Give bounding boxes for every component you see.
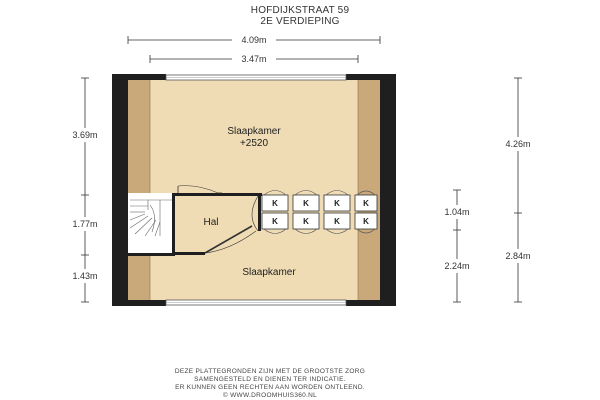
disclaimer-line-1: DEZE PLATTEGRONDEN ZIJN MET DE GROOTSTE ZORG <box>174 368 366 375</box>
dim-right-inner-bottom: 2.24m <box>444 261 470 271</box>
closet-label-1: K <box>272 199 278 208</box>
dim-left-top: 3.69m <box>72 130 98 140</box>
closet-label-3: K <box>334 199 340 208</box>
disclaimer-line-2: SAMENGESTELD EN DIENEN TER INDICATIE. <box>194 376 346 383</box>
dim-right-outer-bottom: 2.84m <box>505 251 531 261</box>
attic-strip-right <box>358 78 380 302</box>
closet-label-4: K <box>363 199 369 208</box>
dim-left-bottom: 1.43m <box>72 271 98 281</box>
dim-right-outer-top: 4.26m <box>505 139 531 149</box>
closet-label-8: K <box>363 217 369 226</box>
dim-top-inner: 3.47m <box>241 54 267 64</box>
attic-strip-left <box>128 78 150 302</box>
disclaimer-line-3: ER KUNNEN GEEN RECHTEN AAN WORDEN ONTLEEND. <box>175 384 365 391</box>
closet-label-6: K <box>303 217 309 226</box>
room-bedroom-bottom: Slaapkamer <box>242 267 296 278</box>
disclaimer-line-4: © WWW.DROOMHUIS360.NL <box>222 392 318 399</box>
staircase-area <box>128 193 175 255</box>
disclaimer <box>0 368 540 400</box>
room-bedroom-top-level: +2520 <box>239 138 269 149</box>
room-hall: Hal <box>203 217 219 228</box>
closet-label-2: K <box>303 199 309 208</box>
room-bedroom-top: Slaapkamer <box>227 126 281 137</box>
address-title: HOFDIJKSTRAAT 59 <box>250 5 350 16</box>
closet-label-5: K <box>272 217 278 226</box>
closet-label-7: K <box>334 217 340 226</box>
dim-top-outer: 4.09m <box>241 35 267 45</box>
dim-right-inner-top: 1.04m <box>444 207 470 217</box>
floor-title: 2E VERDIEPING <box>260 16 340 27</box>
dim-left-middle: 1.77m <box>72 219 98 229</box>
